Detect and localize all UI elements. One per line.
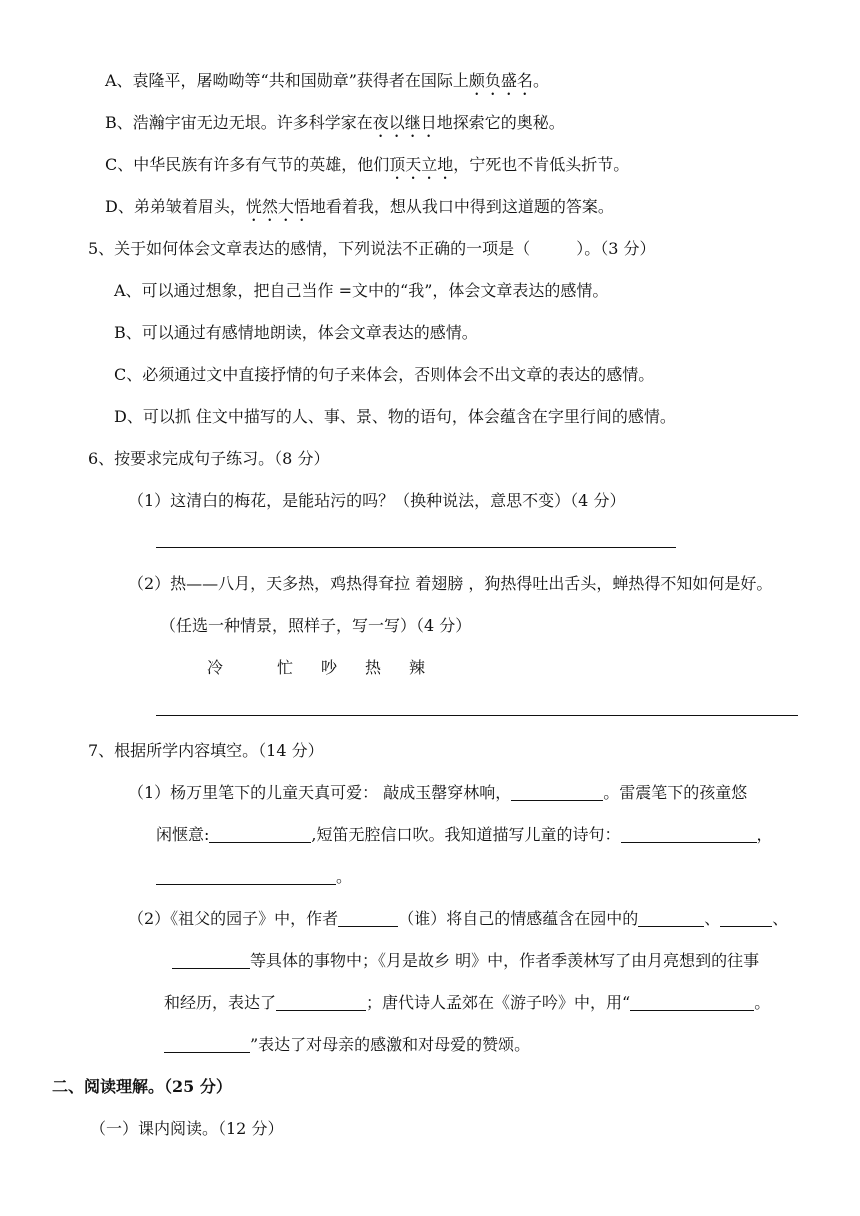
q7-p2-text-f: 。: [754, 993, 771, 1012]
q6-choice-5: 辣: [409, 658, 426, 677]
q4-option-d: [105, 196, 614, 225]
q6-choice-3: 吵: [321, 658, 338, 677]
q4-option-b: [105, 112, 565, 141]
q7-part2-line3: [164, 992, 770, 1014]
q6-choice-4: 热: [365, 658, 382, 677]
q4-a-text: A、袁隆平，屠呦呦等“共和国勋章”获得者在国际上: [105, 71, 469, 90]
q4-option-a: [105, 70, 549, 99]
q4-option-c: [105, 154, 629, 183]
q5-stem-text: 5、关于如何体会文章表达的感情，下列说法不正确的一项是（: [88, 239, 531, 258]
q7-p1-text-b: 。雷震笔下的孩童悠: [603, 783, 748, 802]
q4-a-end: 。: [532, 71, 549, 90]
q7-p1-text-a: （1）杨万里笔下的儿童天真可爱： 敲成玉罄穿林响，: [128, 783, 512, 802]
q4-b-dotted: 夜以继日: [372, 113, 437, 132]
q7-p2-sep-2: 、: [772, 909, 789, 928]
q7-part2-line4: [164, 1034, 530, 1056]
q4-d-text: D、弟弟皱着眉头，: [105, 197, 246, 216]
q7-p1-text-c: 闲惬意:: [156, 825, 210, 844]
q4-d-end: 地看着我，想从我口中得到这道题的答案。: [309, 197, 614, 216]
q5-stem-end: ）。（3 分）: [576, 239, 656, 258]
q7-blank-1[interactable]: [511, 784, 603, 801]
q6-choice-1: 冷: [207, 658, 224, 677]
q7-part1-line2: [156, 824, 773, 846]
q6-part1-answer-line[interactable]: [156, 547, 676, 548]
q5-option-c: C、必须通过文中直接抒情的句子来体会，否则体会不出文章的表达的感情。: [114, 365, 655, 384]
q7-p2-text-g: ”表达了对母亲的感激和对母爱的赞颂。: [250, 1035, 531, 1054]
q6-stem: 6、按要求完成句子练习。（8 分）: [88, 449, 330, 468]
q5-option-d: D、可以抓 住文中描写的人、事、景、物的语句，体会蕴含在字里行间的感情。: [114, 407, 676, 426]
q4-a-dotted: 颇负盛名: [468, 71, 533, 90]
q4-b-text: B、浩瀚宇宙无边无垠。许多科学家在: [105, 113, 373, 132]
q7-stem: 7、根据所学内容填空。（14 分）: [88, 741, 324, 760]
q5-option-b: B、可以通过有感情地朗读，体会文章表达的感情。: [114, 323, 478, 342]
q7-blank-2[interactable]: [209, 826, 311, 843]
q6-choice-2: 忙: [277, 658, 294, 677]
q7-p2-text-a: （2）《祖父的园子》中，作者: [128, 909, 339, 928]
q7-p2-sep-1: 、: [704, 909, 721, 928]
q7-p1-text-f: 。: [336, 867, 353, 886]
q4-c-end: ，宁死也不肯低头折节。: [453, 155, 630, 174]
q6-part2: （2）热——八月，天多热，鸡热得耷拉 着翅膀 ，狗热得吐出舌头，蝉热得不知如何是好。: [128, 574, 773, 593]
q4-c-dotted: 顶天立地: [389, 155, 454, 174]
q7-part1-line1: [128, 782, 747, 804]
q7-blank-6[interactable]: [638, 910, 704, 927]
q7-p2-text-d: 和经历，表达了: [164, 993, 277, 1012]
section2-title: 二、阅读理解。（25 分）: [52, 1077, 232, 1096]
q7-blank-9[interactable]: [276, 994, 366, 1011]
q7-part1-line3: [156, 866, 352, 888]
q6-part2-answer-line[interactable]: [156, 715, 798, 716]
q7-part2-line2: [172, 950, 759, 972]
section2-sub1: （一）课内阅读。（12 分）: [90, 1119, 284, 1138]
q7-p2-text-e: ；唐代诗人孟郊在《游子吟》中，用“: [366, 993, 631, 1012]
q7-blank-4[interactable]: [156, 868, 336, 885]
q7-blank-11[interactable]: [164, 1036, 250, 1053]
q7-p1-text-e: ，: [756, 825, 773, 844]
q4-d-dotted: 恍然大悟: [245, 197, 310, 216]
q5-option-a: A、可以通过想象，把自己当作 =文中的“我”，体会文章表达的感情。: [114, 281, 609, 300]
q7-p2-text-c: 等具体的事物中；《月是故乡 明》中，作者季羡林写了由月亮想到的往事: [250, 951, 760, 970]
q6-part2-note: （任选一种情景，照样子，写一写）（4 分）: [160, 616, 472, 635]
q7-p2-text-b: （谁）将自己的情感蕴含在园中的: [398, 909, 639, 928]
q4-b-end: 地探索它的奥秘。: [436, 113, 565, 132]
q7-part2-line1: [128, 908, 788, 930]
q6-part1: （1）这清白的梅花，是能玷污的吗？（换种说法，意思不变）（4 分）: [128, 491, 626, 510]
q7-p1-text-d: ,短笛无腔信口吹。我知道描写儿童的诗句：: [311, 825, 621, 844]
q7-blank-7[interactable]: [720, 910, 772, 927]
q7-blank-8[interactable]: [172, 952, 250, 969]
q4-c-text: C、中华民族有许多有气节的英雄，他们: [105, 155, 390, 174]
q7-blank-5[interactable]: [338, 910, 398, 927]
q5-stem: [88, 238, 655, 260]
q7-blank-3[interactable]: [621, 826, 757, 843]
q7-blank-10[interactable]: [630, 994, 754, 1011]
